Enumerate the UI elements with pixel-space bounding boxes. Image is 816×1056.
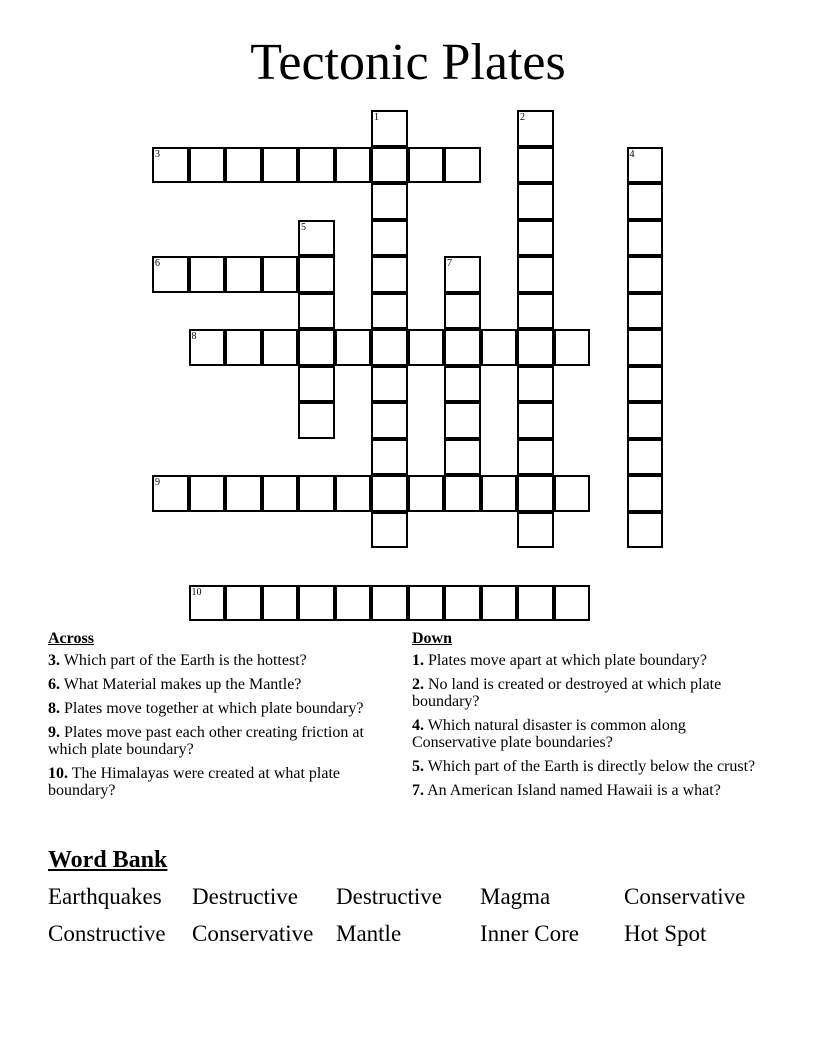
crossword-cell[interactable] [371,220,408,257]
crossword-cell[interactable] [262,475,299,512]
crossword-cell[interactable] [554,475,591,512]
crossword-cell[interactable] [517,402,554,439]
crossword-cell[interactable] [627,293,664,330]
crossword-cell[interactable] [152,475,189,512]
crossword-cell[interactable] [298,147,335,184]
crossword-cell[interactable] [517,366,554,403]
clue-text: Which natural disaster is common along Conservative plate boundaries? [412,717,686,751]
word-bank [48,882,788,948]
crossword-cell[interactable] [225,256,262,293]
crossword-cell[interactable] [371,585,408,622]
page-title: Tectonic Plates [250,34,566,91]
word-bank-item: Destructive [336,884,443,909]
crossword-cell[interactable] [517,475,554,512]
down-clue [412,676,757,710]
clue-number: 10. [48,765,68,782]
crossword-cell[interactable] [554,329,591,366]
clue-number: 4. [412,717,424,734]
crossword-cell[interactable] [371,183,408,220]
word-bank-item: Destructive [192,884,299,909]
crossword-cell[interactable] [627,147,664,184]
cell-number: 9 [155,477,160,488]
cell-number: 1 [374,112,379,123]
down-clue [412,717,757,751]
down-clue [412,782,757,799]
crossword-cell[interactable] [444,256,481,293]
crossword-cell[interactable] [152,256,189,293]
crossword-cell[interactable] [298,366,335,403]
crossword-cell[interactable] [371,475,408,512]
crossword-cell[interactable] [627,220,664,257]
crossword-cell[interactable] [189,256,226,293]
crossword-cell[interactable] [298,329,335,366]
crossword-cell[interactable] [262,147,299,184]
crossword-cell[interactable] [371,110,408,147]
across-clue [48,700,393,717]
clue-text: What Material makes up the Mantle? [60,676,302,693]
down-clues [412,630,757,806]
crossword-cell[interactable] [225,147,262,184]
crossword-cell[interactable] [554,585,591,622]
clue-text: The Himalayas were created at what plate boundary? [48,765,341,799]
clue-text: Which part of the Earth is the hottest? [60,652,307,669]
crossword-cell[interactable] [298,475,335,512]
crossword-cell[interactable] [627,183,664,220]
crossword-cell[interactable] [371,512,408,549]
across-heading: Across [48,630,94,647]
crossword-cell[interactable] [371,402,408,439]
crossword-cell[interactable] [517,183,554,220]
down-heading: Down [412,630,453,647]
cell-number: 3 [155,148,160,160]
crossword-cell[interactable] [189,329,226,366]
crossword-cell[interactable] [627,366,664,403]
crossword-cell[interactable] [408,585,445,622]
crossword-cell[interactable] [189,147,226,184]
across-clues [48,630,393,806]
crossword-cell[interactable] [627,475,664,512]
clue-number: 8. [48,700,60,717]
crossword-cell[interactable] [627,439,664,476]
down-clue [412,652,757,669]
across-clue [48,724,393,758]
clue-text: Plates move past each other creating friction at which plate boundary? [48,724,364,758]
crossword-cell[interactable] [481,585,518,622]
word-bank-item: Mantle [336,921,402,946]
crossword-cell[interactable] [517,256,554,293]
crossword-cell[interactable] [335,147,372,184]
cell-number: 2 [520,112,525,123]
crossword-cell[interactable] [335,475,372,512]
crossword-cell[interactable] [225,585,262,622]
clue-number: 7. [412,782,424,799]
down-clue [412,758,757,775]
crossword-cell[interactable] [627,512,664,549]
crossword-cell[interactable] [627,402,664,439]
crossword-cell[interactable] [189,585,226,622]
clue-text: An American Island named Hawaii is a what? [424,782,721,799]
crossword-cell[interactable] [298,256,335,293]
across-clue [48,652,393,669]
crossword-cell[interactable] [262,329,299,366]
crossword-cell[interactable] [335,329,372,366]
word-bank-item: Hot Spot [624,921,707,946]
crossword-cell[interactable] [152,147,189,184]
crossword-cell[interactable] [517,585,554,622]
crossword-cell[interactable] [298,220,335,257]
crossword-cell[interactable] [408,475,445,512]
crossword-cell[interactable] [517,512,554,549]
crossword-cell[interactable] [371,329,408,366]
crossword-cell[interactable] [517,439,554,476]
crossword-cell[interactable] [225,329,262,366]
crossword-cell[interactable] [298,293,335,330]
word-bank-item: Constructive [48,921,166,946]
word-bank-item: Earthquakes [48,884,162,909]
crossword-cell[interactable] [371,293,408,330]
cell-number: 7 [447,258,452,269]
cell-number: 10 [191,586,202,598]
cell-number: 5 [301,221,306,233]
word-bank-title: Word Bank [48,847,168,873]
across-clue [48,676,393,693]
word-bank-item: Inner Core [480,921,579,946]
crossword-cell[interactable] [481,329,518,366]
clue-number: 2. [412,676,424,693]
crossword-cell[interactable] [298,585,335,622]
clue-text: No land is created or destroyed at which plate boundary? [412,676,722,710]
crossword-cell[interactable] [444,293,481,330]
crossword-cell[interactable] [517,147,554,184]
crossword-cell[interactable] [408,329,445,366]
crossword-cell[interactable] [371,366,408,403]
across-clue [48,765,393,799]
clue-number: 3. [48,652,60,669]
clue-number: 9. [48,724,60,741]
cell-number: 8 [191,331,197,342]
cell-number: 4 [629,148,635,160]
clue-number: 1. [412,652,424,669]
cell-number: 6 [155,258,160,269]
crossword-cell[interactable] [262,585,299,622]
crossword-cell[interactable] [444,475,481,512]
crossword-cell[interactable] [189,475,226,512]
crossword-cell[interactable] [335,585,372,622]
crossword-cell[interactable] [225,475,262,512]
crossword-cell[interactable] [517,329,554,366]
crossword-cell[interactable] [517,293,554,330]
clue-text: Which part of the Earth is directly below the crust? [424,758,756,775]
clue-text: Plates move apart at which plate boundary? [424,652,708,669]
crossword-cell[interactable] [444,366,481,403]
crossword-cell[interactable] [627,329,664,366]
crossword-cell[interactable] [371,147,408,184]
crossword-cell[interactable] [444,585,481,622]
crossword-cell[interactable] [481,475,518,512]
crossword-cell[interactable] [408,147,445,184]
crossword-cell[interactable] [371,439,408,476]
crossword-cell[interactable] [517,110,554,147]
crossword-cell[interactable] [262,256,299,293]
crossword-cell[interactable] [371,256,408,293]
word-bank-item: Conservative [624,884,746,909]
clue-text: Plates move together at which plate boundary? [60,700,364,717]
crossword-cell[interactable] [517,220,554,257]
crossword-cell[interactable] [444,147,481,184]
crossword-cell[interactable] [444,402,481,439]
crossword-cell[interactable] [298,402,335,439]
crossword-cell[interactable] [444,329,481,366]
clue-number: 5. [412,758,424,775]
crossword-cell[interactable] [444,439,481,476]
clue-number: 6. [48,676,60,693]
word-bank-item: Magma [480,884,551,909]
crossword-cell[interactable] [627,256,664,293]
word-bank-item: Conservative [192,921,314,946]
